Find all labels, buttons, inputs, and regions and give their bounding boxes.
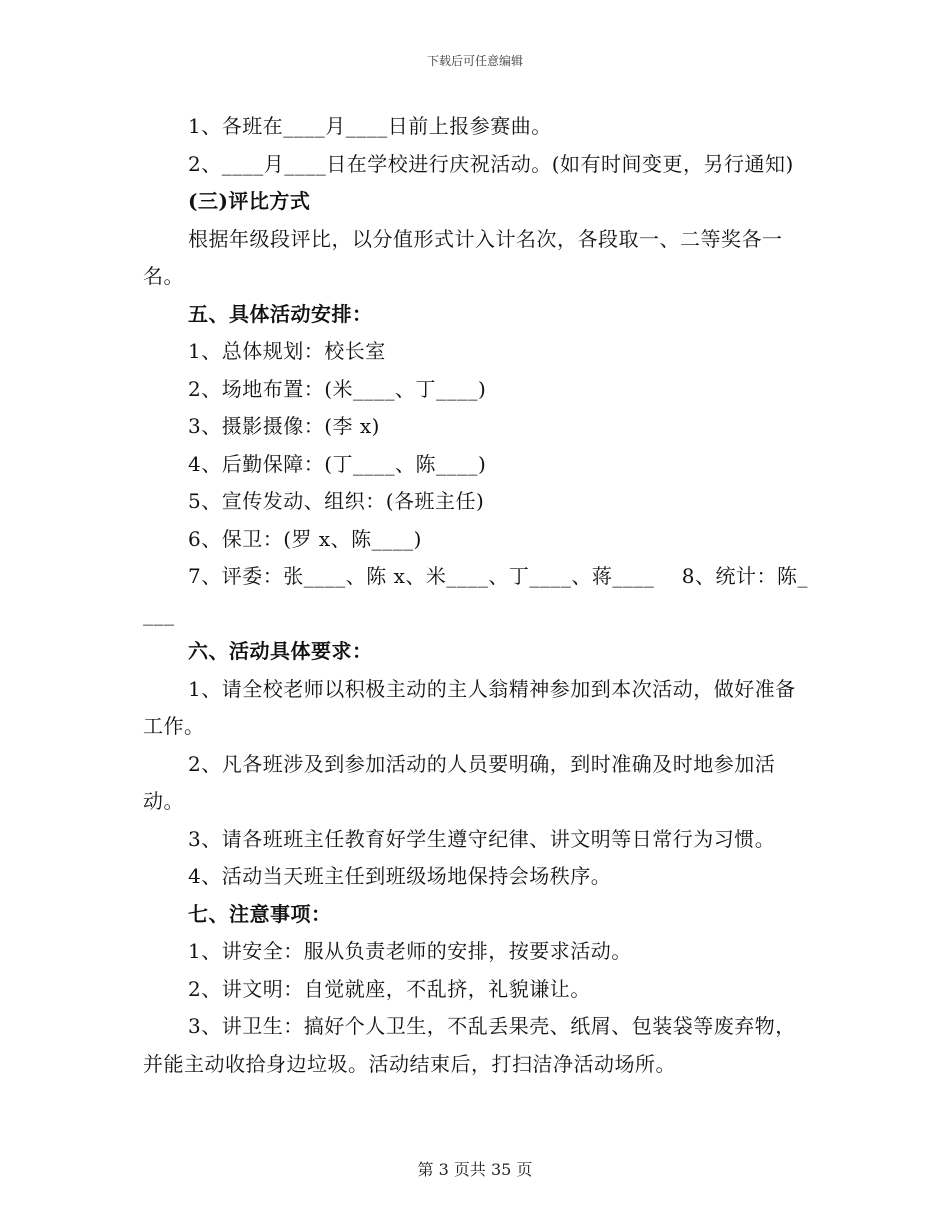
list-item: 2、凡各班涉及到参加活动的人员要明确，到时准确及时地参加活动。 [143,751,776,813]
list-item: 4、活动当天班主任到班级场地保持会场秩序。 [188,864,612,888]
list-item: 6、保卫：(罗 x、陈____) [188,526,422,551]
section-heading: (三)评比方式 [188,189,311,213]
document-body [143,108,813,1083]
page-number: 第 3 页共 35 页 [417,1160,533,1179]
list-item: 3、讲卫生：搞好个人卫生，不乱丢果壳、纸屑、包装袋等废弃物，并能主动收拾身边垃圾。活动结束后，打扫洁净活动场所。 [143,1014,796,1076]
section-heading: 五、具体活动安排： [188,301,373,326]
section-heading: 六、活动具体要求： [188,639,373,663]
paragraph: 根据年级段评比，以分值形式计入计名次，各段取一、二等奖各一名。 [143,226,783,288]
list-item: 1、请全校老师以积极主动的主人翁精神参加到本次活动，做好准备工作。 [143,676,796,738]
list-item: 3、摄影摄像：(李 x) [188,414,380,438]
list-item: 2、场地布置：(米____、丁____) [188,376,487,401]
list-item: 1、讲安全：服从负责老师的安排，按要求活动。 [188,939,632,963]
list-item: 1、总体规划：校长室 [188,339,386,363]
section-heading: 七、注意事项： [188,901,332,926]
page-header-note: 下载后可任意编辑 [426,54,523,68]
list-item: 7、评委：张____、陈 x、米____、丁____、蒋____ 8、统计：陈____ [143,564,809,626]
paragraph: 2、____月____日在学校进行庆祝活动。(如有时间变更，另行通知) [188,151,794,176]
list-item: 4、后勤保障：(丁____、陈____) [188,451,487,476]
list-item: 5、宣传发动、组织：(各班主任) [188,489,485,513]
paragraph: 1、各班在____月____日前上报参赛曲。 [188,114,552,138]
list-item: 2、讲文明：自觉就座，不乱挤，礼貌谦让。 [188,976,591,1001]
list-item: 3、请各班班主任教育好学生遵守纪律、讲文明等日常行为习惯。 [188,826,776,851]
